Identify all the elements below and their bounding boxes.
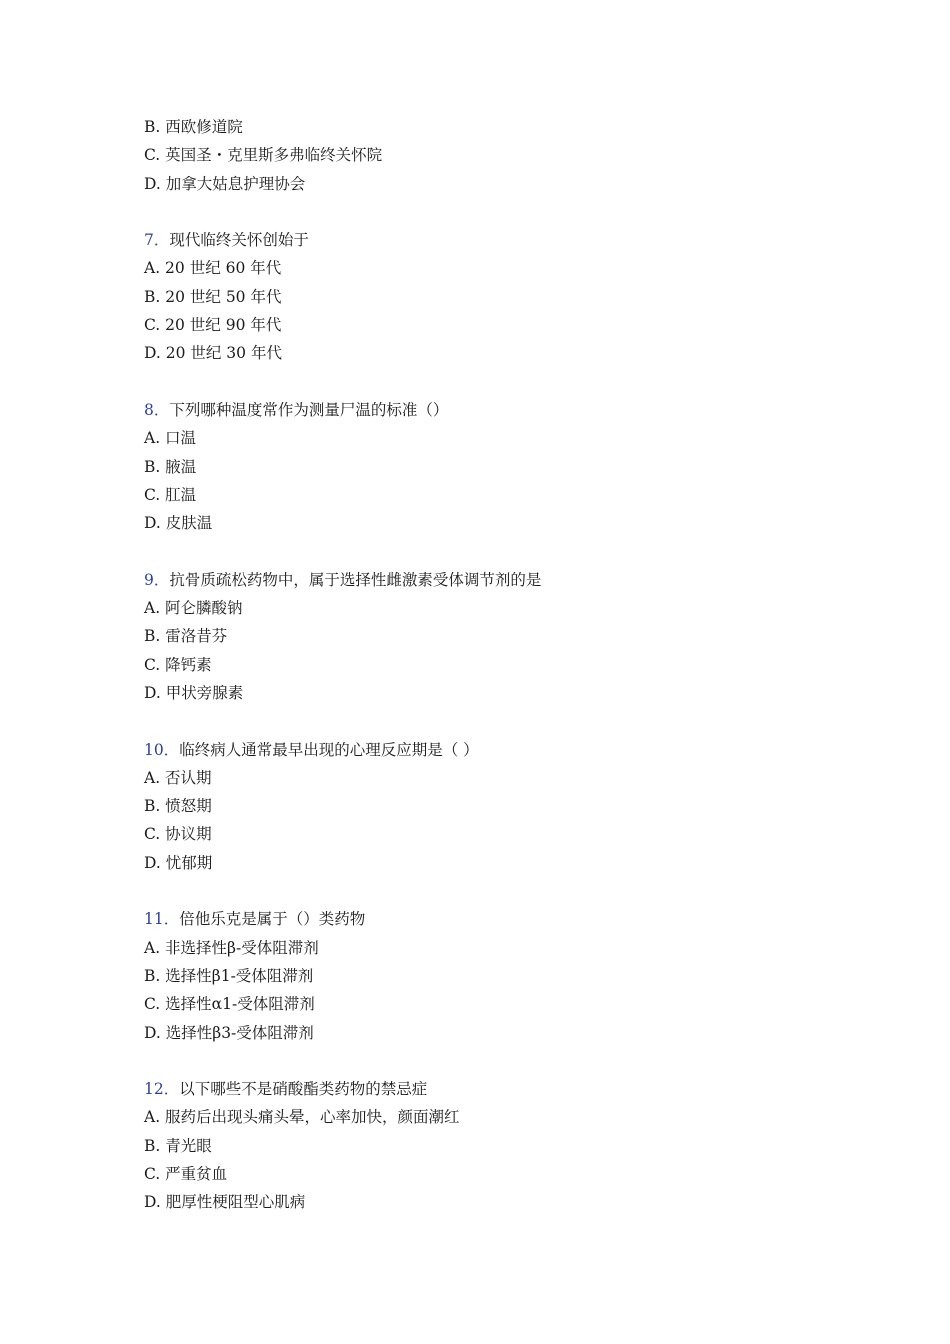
question-11 bbox=[144, 905, 844, 1046]
question-stem bbox=[144, 1075, 844, 1103]
option: A. 口温 bbox=[144, 429, 197, 448]
question-number: 9． bbox=[144, 570, 170, 589]
option: C. 协议期 bbox=[144, 825, 212, 844]
option: C. 肛温 bbox=[144, 485, 197, 504]
option: B. 20 世纪 50 年代 bbox=[144, 287, 282, 306]
question-text: 下列哪种温度常作为测量尸温的标准（） bbox=[169, 400, 449, 419]
option: A. 服药后出现头痛头晕，心率加快，颜面潮红 bbox=[144, 1108, 460, 1127]
option: A. 20 世纪 60 年代 bbox=[144, 259, 282, 278]
question-text: 倍他乐克是属于（）类药物 bbox=[179, 910, 366, 929]
question-8 bbox=[144, 396, 844, 537]
question-number: 10． bbox=[144, 740, 180, 759]
question-stem bbox=[144, 226, 844, 254]
option: C. 严重贫血 bbox=[144, 1164, 228, 1183]
option: B. 青光眼 bbox=[144, 1136, 212, 1155]
question-number: 8． bbox=[144, 400, 170, 419]
option: D. 20 世纪 30 年代 bbox=[144, 344, 282, 363]
question-stem bbox=[144, 905, 844, 933]
question-text: 现代临终关怀创始于 bbox=[169, 231, 309, 250]
question-text: 临终病人通常最早出现的心理反应期是（ ） bbox=[179, 740, 479, 759]
question-12 bbox=[144, 1075, 844, 1216]
option: D. 加拿大姑息护理协会 bbox=[144, 174, 306, 193]
option: C. 英国圣・克里斯多弗临终关怀院 bbox=[144, 146, 383, 165]
question-10 bbox=[144, 736, 844, 877]
option: D. 选择性β3-受体阻滞剂 bbox=[144, 1023, 314, 1042]
option: B. 腋温 bbox=[144, 457, 197, 476]
option: A. 否认期 bbox=[144, 768, 212, 787]
option: D. 甲状旁腺素 bbox=[144, 683, 244, 702]
question-6-continuation bbox=[144, 113, 844, 198]
option: D. 肥厚性梗阻型心肌病 bbox=[144, 1193, 306, 1212]
question-text: 以下哪些不是硝酸酯类药物的禁忌症 bbox=[179, 1080, 428, 1099]
question-7 bbox=[144, 226, 844, 367]
option: B. 选择性β1-受体阻滞剂 bbox=[144, 966, 314, 985]
option: B. 西欧修道院 bbox=[144, 118, 243, 136]
question-stem bbox=[144, 736, 844, 764]
option: B. 愤怒期 bbox=[144, 797, 212, 816]
option: D. 皮肤温 bbox=[144, 514, 213, 533]
option: C. 20 世纪 90 年代 bbox=[144, 316, 282, 335]
question-stem bbox=[144, 566, 844, 594]
question-number: 7． bbox=[144, 231, 170, 250]
question-stem bbox=[144, 396, 844, 424]
option: C. 降钙素 bbox=[144, 655, 212, 674]
option: D. 忧郁期 bbox=[144, 853, 213, 872]
question-text: 抗骨质疏松药物中，属于选择性雌激素受体调节剂的是 bbox=[169, 570, 542, 589]
document-page bbox=[144, 113, 844, 1217]
question-9 bbox=[144, 566, 844, 707]
option: C. 选择性α1-受体阻滞剂 bbox=[144, 995, 315, 1014]
option: A. 非选择性β-受体阻滞剂 bbox=[144, 938, 319, 957]
question-number: 11． bbox=[144, 910, 180, 929]
question-number: 12． bbox=[144, 1080, 180, 1099]
option: B. 雷洛昔芬 bbox=[144, 627, 228, 646]
option: A. 阿仑膦酸钠 bbox=[144, 599, 243, 618]
